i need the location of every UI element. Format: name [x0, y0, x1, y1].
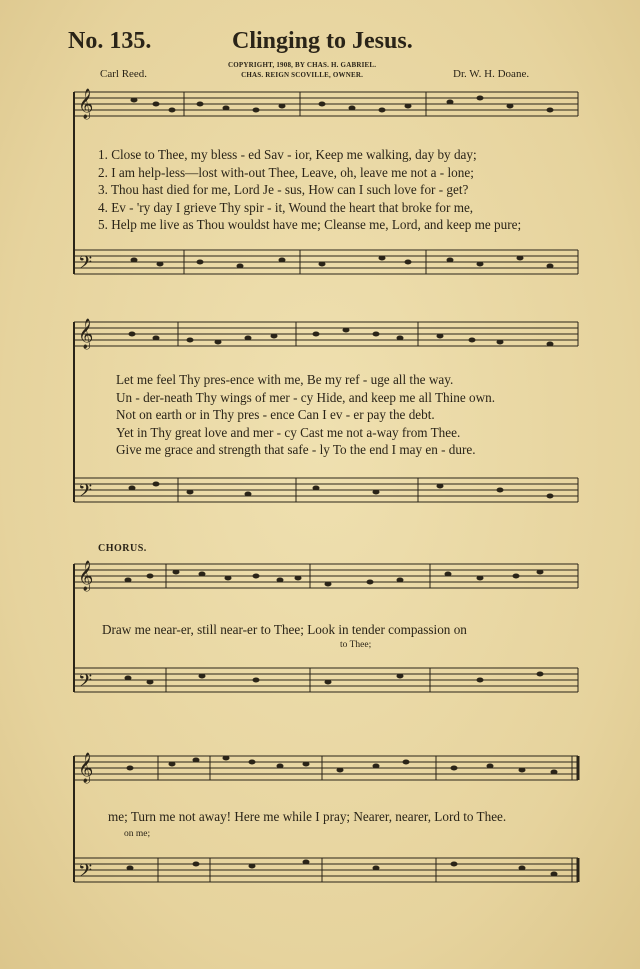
- verse-2-line-1: 2. I am help-less—lost with-out Thee, Leave, oh, leave me not a - lone;: [98, 164, 474, 180]
- hymn-number: No. 135.: [68, 28, 152, 54]
- svg-text:𝄢: 𝄢: [78, 480, 93, 505]
- verse-5-line-1: 5. Help me live as Thou wouldst have me; Cleanse me, Lord, and keep me pure;: [98, 217, 522, 233]
- svg-text:𝄢: 𝄢: [78, 252, 93, 277]
- verses-part-2: [116, 371, 495, 459]
- chorus-line-2: me; Turn me not away! Here me while I pray; Nearer, nearer, Lord to Thee.: [108, 809, 507, 824]
- copyright-notice: [228, 60, 376, 80]
- verse-3-line-1: 3. Thou hast died for me, Lord Je - sus, How can I such love for - get?: [98, 182, 469, 198]
- verse-4-line-2: Yet in Thy great love and mer - cy Cast me not a-way from Thee.: [116, 424, 461, 440]
- verse-2-line-2: Un - der-neath Thy wings of mer - cy Hide, and keep me all Thine own.: [116, 389, 496, 405]
- chorus-echo-1: to Thee;: [340, 640, 372, 650]
- chorus-echo-2: on me;: [124, 829, 151, 839]
- verse-5-line-2: Give me grace and strength that safe - ly To the end I may en - dure.: [116, 442, 476, 458]
- svg-text:𝄞: 𝄞: [78, 561, 94, 590]
- copyright-line: COPYRIGHT, 1908, BY CHAS. H. GABRIEL.: [228, 61, 377, 69]
- verse-4-line-1: 4. Ev - 'ry day I grieve Thy spir - it, Wound the heart that broke for me,: [98, 199, 474, 215]
- verse-1-line-1: 1. Close to Thee, my bless - ed Sav - ior, Keep me walking, day by day;: [98, 147, 477, 162]
- chorus-label: CHORUS.: [98, 543, 147, 554]
- lyricist-credit: Carl Reed.: [100, 68, 148, 80]
- svg-text:𝄞: 𝄞: [78, 319, 94, 348]
- verse-3-line-2: Not on earth or in Thy pres - ence Can I ev - er pay the debt.: [116, 407, 435, 423]
- svg-text:𝄞: 𝄞: [78, 89, 94, 118]
- hymn-title: Clinging to Jesus.: [232, 28, 413, 54]
- svg-text:𝄞: 𝄞: [78, 753, 94, 782]
- svg-text:𝄢: 𝄢: [78, 670, 93, 695]
- verse-1-line-2: Let me feel Thy pres-ence with me, Be my ref - uge all the way.: [116, 372, 454, 387]
- chorus-line-1: Draw me near-er, still near-er to Thee; Look in tender compassion on: [102, 622, 467, 637]
- verses-part-1: [98, 146, 521, 234]
- owner-line: CHAS. REIGN SCOVILLE, OWNER.: [241, 71, 364, 79]
- composer-credit: Dr. W. H. Doane.: [453, 68, 530, 80]
- svg-text:𝄢: 𝄢: [78, 860, 93, 885]
